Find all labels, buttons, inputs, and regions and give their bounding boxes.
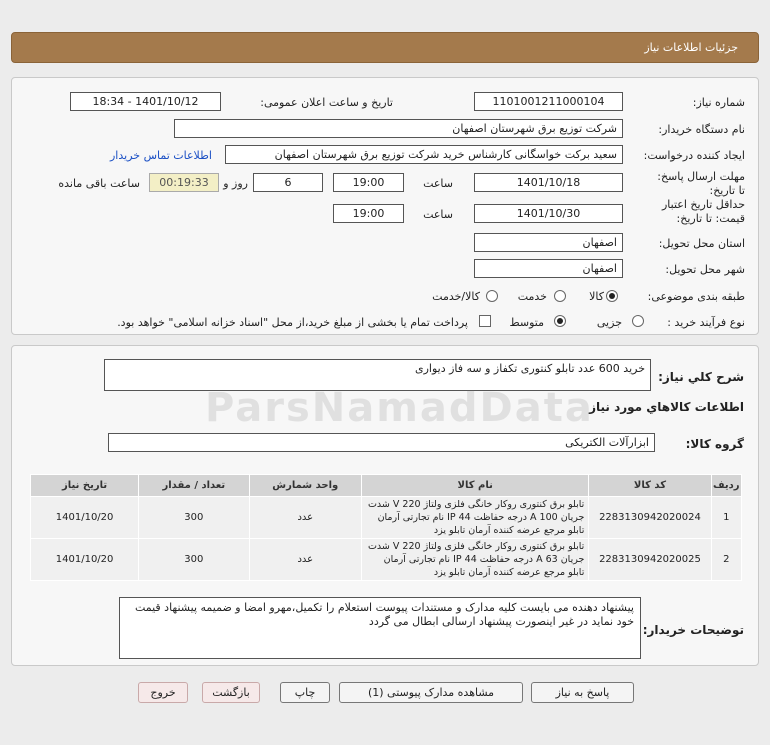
summary-field: خرید 600 عدد تابلو کنتوری تکفاز و سه فاز دیواری	[104, 359, 651, 391]
deadline-date-field: 1401/10/18	[474, 173, 623, 192]
process-medium-radio[interactable]	[554, 315, 566, 327]
col-row-header: ردیف	[711, 475, 741, 497]
province-field: اصفهان	[474, 233, 623, 252]
province-label: استان محل تحویل:	[658, 237, 745, 250]
announce-datetime-label: تاریخ و ساعت اعلان عمومی:	[260, 96, 393, 109]
remaining-time-field: 00:19:33	[149, 173, 219, 192]
row-number: 2	[711, 539, 741, 581]
item-date: 1401/10/20	[31, 539, 139, 581]
item-code: 2283130942020025	[589, 539, 711, 581]
back-button[interactable]: بازگشت	[202, 682, 260, 703]
reply-to-need-button[interactable]: پاسخ به نیاز	[531, 682, 634, 703]
process-minor-radio[interactable]	[632, 315, 644, 327]
buyer-org-label: نام دستگاه خریدار:	[658, 123, 745, 136]
remaining-time-label: ساعت باقی مانده	[58, 177, 140, 190]
header-bar	[11, 32, 759, 63]
validity-time-field: 19:00	[333, 204, 404, 223]
requester-field: سعید برکت خواسگانی کارشناس خرید شرکت توزیع برق شهرستان اصفهان	[225, 145, 623, 164]
col-qty-header: تعداد / مقدار	[139, 475, 249, 497]
item-code: 2283130942020024	[589, 497, 711, 539]
goods-group-label: گروه کالا:	[685, 437, 744, 451]
print-button[interactable]: چاپ	[280, 682, 330, 703]
buyer-notes-label: توضیحات خریدار:	[642, 623, 744, 637]
validity-date-field: 1401/10/30	[474, 204, 623, 223]
category-goods-label: کالا	[589, 290, 604, 303]
category-service-radio[interactable]	[554, 290, 566, 302]
deadline-time-label: ساعت	[423, 177, 453, 190]
item-qty: 300	[139, 539, 249, 581]
item-name: تابلو برق کنتوری روکار خانگی فلزی ولتاژ 220 V شدت جریان 100 A درجه حفاظت IP 44 نام تجارتی آرمان تابلو مرجع عرضه کننده آرمان تابلو یزد	[362, 497, 589, 539]
table-row	[31, 539, 742, 581]
item-unit: عدد	[249, 497, 362, 539]
col-name-header: نام کالا	[362, 475, 589, 497]
treasury-bonds-note: پرداخت تمام یا بخشی از مبلغ خرید،از محل "اسناد خزانه اسلامی" خواهد بود.	[117, 316, 468, 329]
category-goods-service-label: کالا/خدمت	[432, 290, 480, 303]
col-unit-header: واحد شمارش	[249, 475, 362, 497]
category-goods-radio[interactable]	[606, 290, 618, 302]
deadline-time-field: 19:00	[333, 173, 404, 192]
col-code-header: کد کالا	[589, 475, 711, 497]
goods-section-title: اطلاعات کالاهاي مورد نياز	[589, 400, 744, 414]
goods-group-field: ابزارآلات الکتریکی	[108, 433, 655, 452]
need-number-label: شماره نیاز:	[692, 96, 745, 109]
col-date-header: تاریخ نیاز	[31, 475, 139, 497]
need-number-field: 1101001211000104	[474, 92, 623, 111]
treasury-bonds-checkbox[interactable]	[479, 315, 491, 327]
item-name: تابلو برق کنتوری روکار خانگی فلزی ولتاژ 220 V شدت جریان 63 A درجه حفاظت IP 44 نام تجارتی آرمان تابلو مرجع عرضه کننده آرمان تابلو یزد	[362, 539, 589, 581]
view-attachments-button[interactable]: مشاهده مدارک پیوستی (1)	[339, 682, 523, 703]
category-service-label: خدمت	[517, 290, 547, 303]
summary-label: شرح کلي نياز:	[658, 370, 744, 384]
table-header-row	[31, 475, 742, 497]
purchase-process-label: نوع فرآیند خرید :	[667, 316, 745, 329]
deadline-label: مهلت ارسال پاسخ: تا تاریخ:	[657, 170, 745, 197]
buyer-notes-field: پیشنهاد دهنده می بایست کلیه مدارک و مستندات پیوست استعلام را تکمیل،مهرو امضا و ضمیمه پیشنهاد قیمت خود نماید در غیر اینصورت پیشنهاد ارسالی ابطال می گردد	[119, 597, 641, 659]
need-details-panel	[11, 77, 759, 335]
validity-label: حداقل تاریخ اعتبار قیمت: تا تاریخ:	[661, 198, 745, 225]
process-minor-label: جزیی	[596, 316, 622, 329]
deadline-days-label: روز و	[223, 177, 248, 190]
item-qty: 300	[139, 497, 249, 539]
requester-label: ایجاد کننده درخواست:	[643, 149, 745, 162]
table-row	[31, 497, 742, 539]
item-date: 1401/10/20	[31, 497, 139, 539]
process-medium-label: متوسط	[509, 316, 544, 329]
row-number: 1	[711, 497, 741, 539]
item-unit: عدد	[249, 539, 362, 581]
buyer-org-field: شرکت توزیع برق شهرستان اصفهان	[174, 119, 623, 138]
deadline-days-field: 6	[253, 173, 323, 192]
exit-button[interactable]: خروج	[138, 682, 188, 703]
goods-table	[30, 474, 742, 581]
city-field: اصفهان	[474, 259, 623, 278]
announce-datetime-field: 1401/10/12 - 18:34	[70, 92, 221, 111]
category-goods-service-radio[interactable]	[486, 290, 498, 302]
watermark: ParsNamadData	[205, 385, 594, 431]
category-label: طبقه بندی موضوعی:	[647, 290, 745, 303]
page-title: جزئیات اطلاعات نیاز	[644, 41, 738, 54]
validity-time-label: ساعت	[423, 208, 453, 221]
city-label: شهر محل تحویل:	[665, 263, 745, 276]
buyer-contact-link[interactable]: اطلاعات تماس خریدار	[110, 149, 212, 162]
